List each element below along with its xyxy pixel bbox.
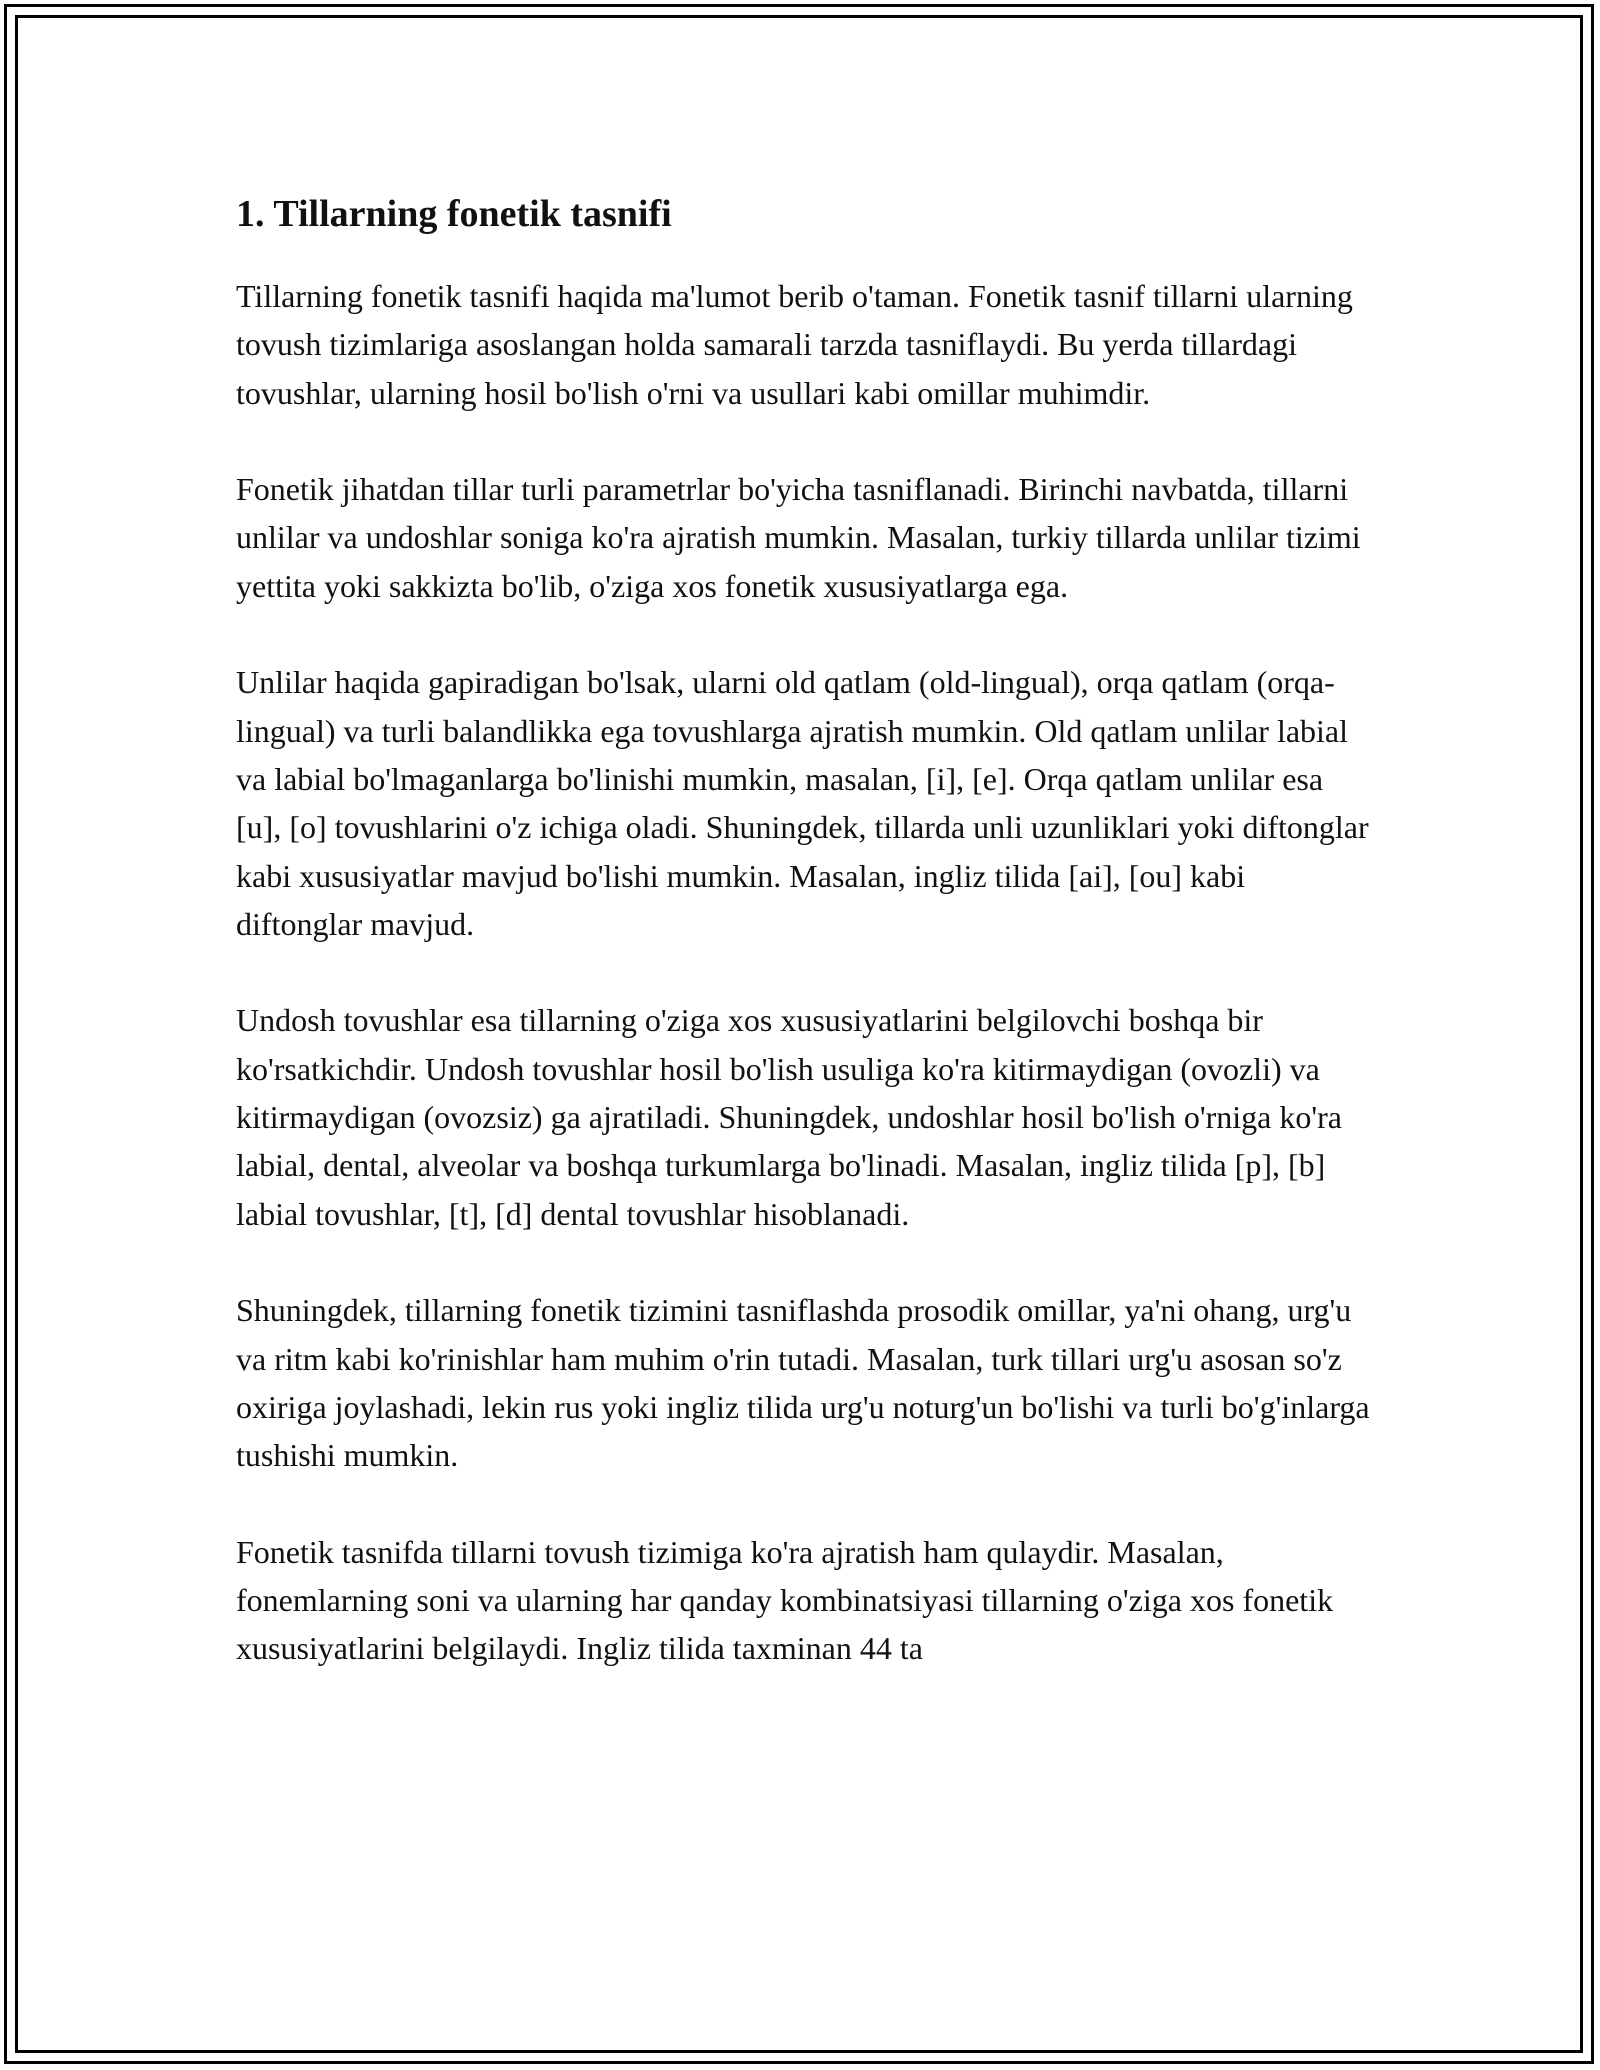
- paragraph-4: Undosh tovushlar esa tillarning o'ziga xos xususiyatlarini belgilovchi boshqa bir ko'rsatkichdir. Undosh tovushlar hosil bo'lish usuliga ko'ra kitirmaydigan (ovozli) va kitirmaydigan (ovozsiz) ga ajratiladi. Shuningdek, undoshlar hosil bo'lish o'rniga ko'ra labial, dental, alveolar va boshqa turkumlarga bo'linadi. Masalan, ingliz tilida [p], [b] labial tovushlar, [t], [d] dental tovushlar hisoblanadi.: [236, 1002, 1342, 1232]
- paragraph-6: Fonetik tasnifda tillarni tovush tizimiga ko'ra ajratish ham qulaydir. Masalan, fonemlarning soni va ularning har qanday kombinatsiyasi tillarning o'ziga xos fonetik xususiyatlarini belgilaydi. Ingliz tilida taxminan 44 ta: [236, 1533, 1334, 1667]
- document-body: [236, 186, 1376, 1721]
- document-title: 1. Tillarning fonetik tasnifi: [236, 193, 672, 235]
- paragraph-1: Tillarning fonetik tasnifi haqida ma'lumot berib o'taman. Fonetik tasnif tillarni ularning tovush tizimlariga asoslangan holda samarali tarzda tasniflaydi. Bu yerda tillardagi tovushlar, ularning hosil bo'lish o'rni va usullari kabi omillar muhimdir.: [236, 278, 1353, 411]
- paragraph-2: Fonetik jihatdan tillar turli parametrlar bo'yicha tasniflanadi. Birinchi navbatda, tillarni unlilar va undoshlar soniga ko'ra ajratish mumkin. Masalan, turkiy tillarda unlilar tizimi yettita yoki sakkizta bo'lib, o'ziga xos fonetik xususiyatlarga ega.: [236, 471, 1361, 604]
- paragraph-3: Unlilar haqida gapiradigan bo'lsak, ularni old qatlam (old-lingual), orqa qatlam (orqa-lingual) va turli balandlikka ega tovushlarga ajratish mumkin. Old qatlam unlilar labial va labial bo'lmaganlarga bo'linishi mumkin, masalan, [i], [e]. Orqa qatlam unlilar esa [u], [o] tovushlarini o'z ichiga oladi. Shuningdek, tillarda unli uzunliklari yoki diftonglar kabi xususiyatlar mavjud bo'lishi mumkin. Masalan, ingliz tilida [ai], [ou] kabi diftonglar mavjud.: [236, 664, 1369, 942]
- paragraph-5: Shuningdek, tillarning fonetik tizimini tasniflashda prosodik omillar, ya'ni ohang, urg'u va ritm kabi ko'rinishlar ham muhim o'rin tutadi. Masalan, turk tillari urg'u asosan so'z oxiriga joylashadi, lekin rus yoki ingliz tilida urg'u noturg'un bo'lishi va turli bo'g'inlarga tushishi mumkin.: [236, 1292, 1370, 1474]
